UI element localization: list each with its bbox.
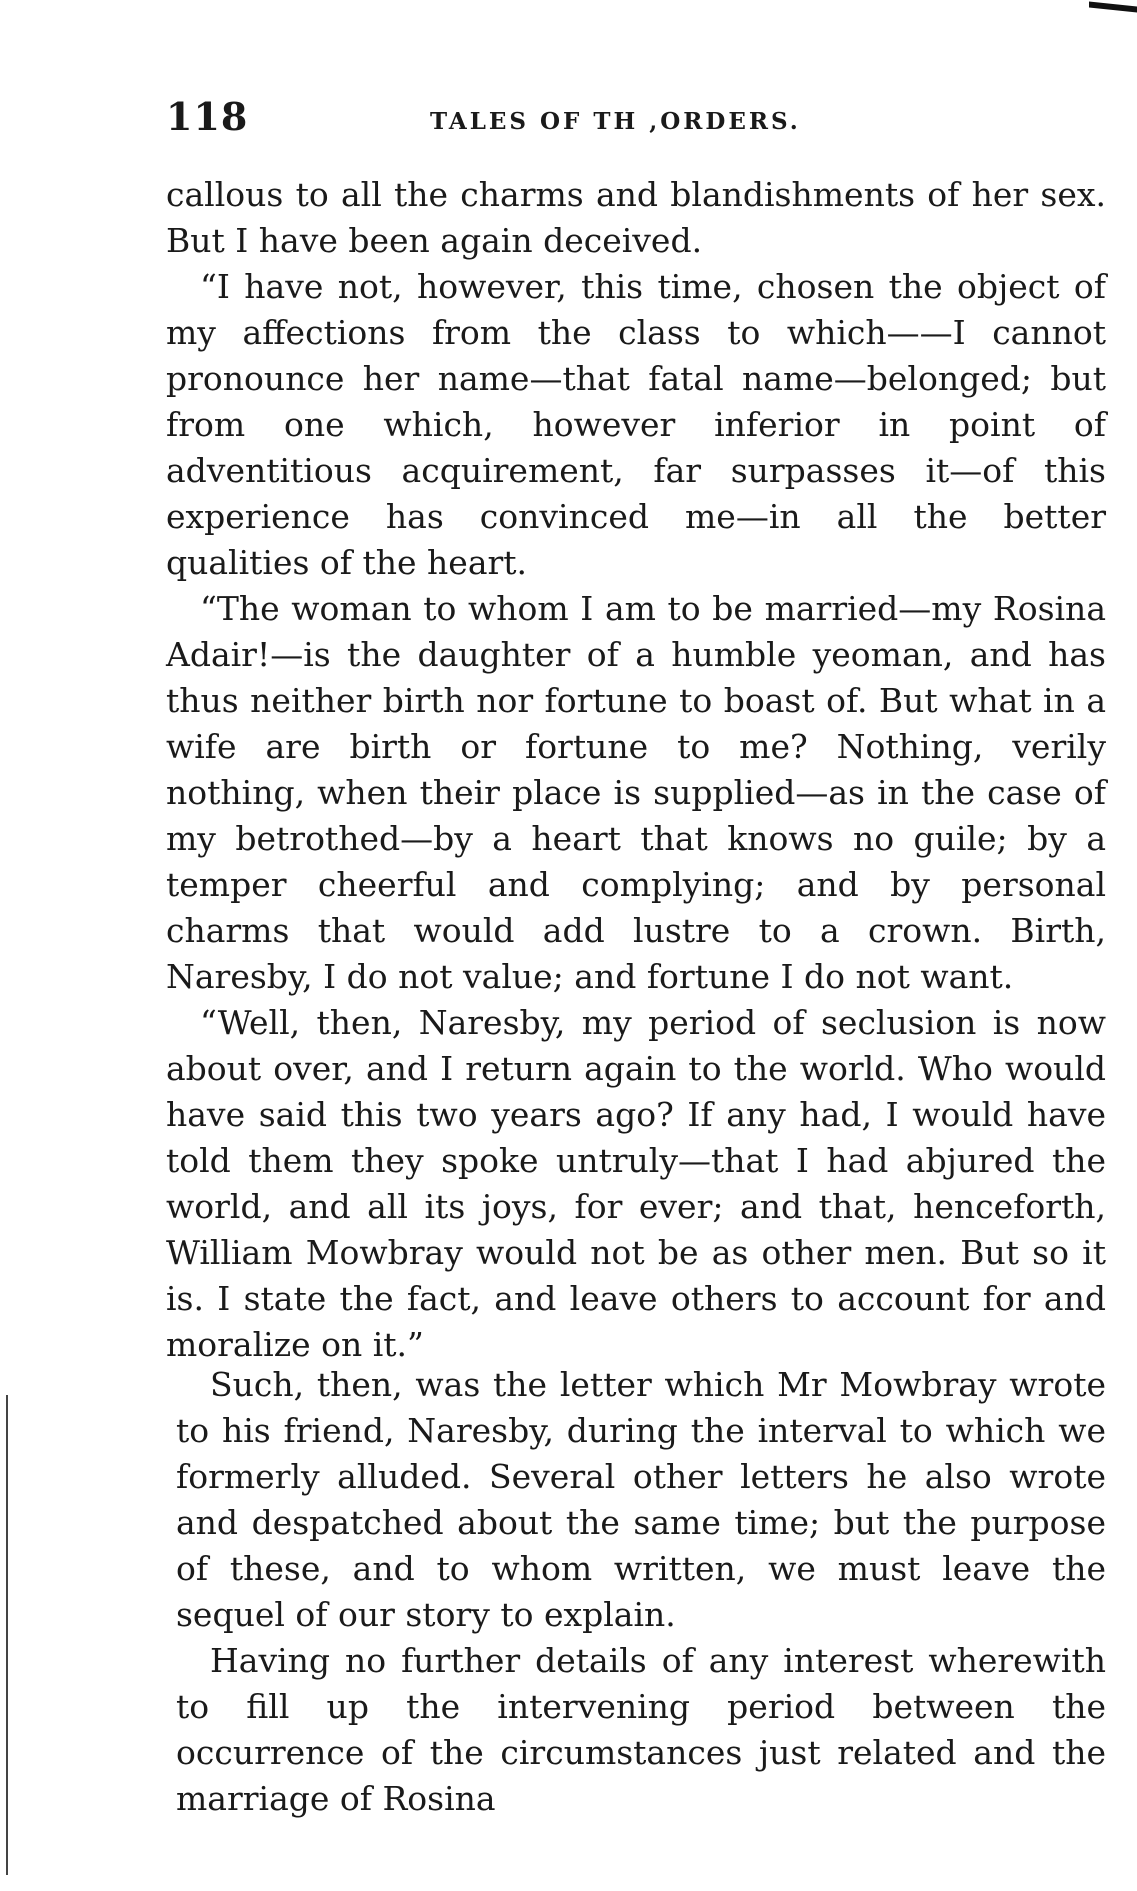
paragraph: “Well, then, Naresby, my period of seclusion is now about over, and I return again to the world. Who would have said this two years ago? If any had, I would have told them they spoke untruly—that I had abjured the world, and all its joys, for ever; and that, henceforth, William Mowbray would not be as other men. But so it is. I state the fact, and leave others to account for and moralize on it.” <box>166 1003 1106 1364</box>
page-header <box>166 94 1066 142</box>
paragraph: “The woman to whom I am to be married—my Rosina Adair!—is the daughter of a humble yeoman, and has thus neither birth nor fortune to boast of. But what in a wife are birth or fortune to me? Nothing, verily nothing, when their place is supplied—as in the case of my betrothed—by a heart that knows no guile; by a temper cheerful and complying; and by personal charms that would add lustre to a crown. Birth, Naresby, I do not value; and fortune I do not want. <box>166 589 1106 996</box>
paragraph: Having no further details of any interest wherewith to fill up the intervening period between the occurrence of the circumstances just related and the marriage of Rosina <box>176 1641 1106 1818</box>
binding-edge-line <box>6 1395 8 1875</box>
running-head: TALES OF TH ,ORDERS. <box>430 108 801 135</box>
letter-text <box>166 172 1106 1368</box>
paragraph: callous to all the charms and blandishments of her sex. But I have been again deceived. <box>166 175 1106 260</box>
corner-mark <box>1089 1 1137 12</box>
paragraph: “I have not, however, this time, chosen the object of my affections from the class to which——I cannot pronounce her name—that fatal name—belonged; but from one which, however inferior in point of adventitious acquirement, far surpasses it—of this experience has convinced me—in all the better qualities of the heart. <box>166 267 1106 582</box>
page-number: 118 <box>166 94 249 139</box>
narrative-text <box>176 1362 1106 1822</box>
paragraph: Such, then, was the letter which Mr Mowbray wrote to his friend, Naresby, during the interval to which we formerly alluded. Several other letters he also wrote and despatched about the same time; but the purpose of these, and to whom written, we must leave the sequel of our story to explain. <box>176 1365 1106 1634</box>
